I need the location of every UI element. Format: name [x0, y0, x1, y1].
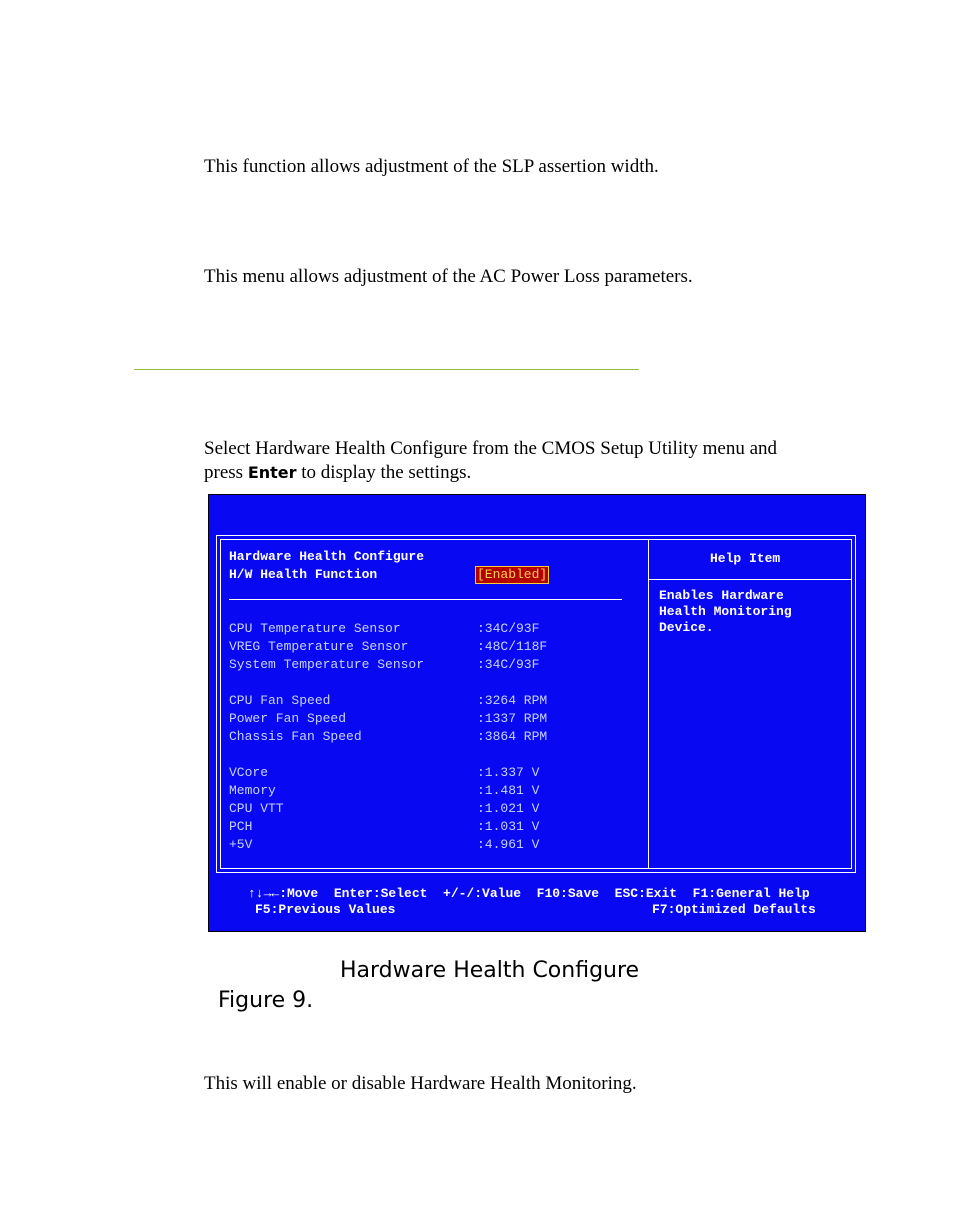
fan-label: Chassis Fan Speed — [229, 729, 362, 744]
select-instruction-prefix: press — [204, 462, 248, 483]
help-text-line: Enables Hardware — [659, 588, 784, 603]
voltage-label: +5V — [229, 837, 253, 852]
sensor-label: System Temperature Sensor — [229, 657, 425, 672]
settings-separator — [229, 599, 622, 600]
fan-label: Power Fan Speed — [229, 711, 347, 726]
figure-caption — [204, 956, 640, 1046]
slp-width-paragraph: This function allows adjustment of the SLP assertion width. — [204, 156, 659, 177]
fan-value: :3264 RPM — [477, 693, 548, 708]
select-instruction-line1: Select Hardware Health Configure from the CMOS Setup Utility menu and — [204, 438, 778, 459]
figure-title: Hardware Health Configure — [340, 958, 640, 983]
ac-power-loss-paragraph: This menu allows adjustment of the AC Power Loss parameters. — [204, 266, 693, 287]
sensor-label: CPU Temperature Sensor — [229, 621, 401, 636]
key-legend-previous-values: F5:Previous Values — [255, 902, 396, 917]
voltage-label: CPU VTT — [229, 801, 284, 816]
key-legend-optimized-defaults: F7:Optimized Defaults — [652, 902, 816, 917]
help-item-title: Help Item — [710, 551, 781, 566]
sensor-value: :34C/93F — [477, 657, 540, 672]
voltage-label: VCore — [229, 765, 269, 780]
voltage-value: :1.031 V — [477, 819, 540, 834]
help-text-line: Device. — [659, 620, 714, 635]
select-instruction-suffix: to display the settings. — [296, 462, 472, 483]
bios-screenshot — [208, 494, 866, 932]
enable-disable-paragraph: This will enable or disable Hardware Health Monitoring. — [204, 1073, 637, 1094]
enter-key-label: Enter — [247, 463, 297, 482]
bios-section-title: Hardware Health Configure — [229, 549, 425, 564]
sensor-value: :34C/93F — [477, 621, 540, 636]
voltage-value: :1.481 V — [477, 783, 540, 798]
help-panel-divider — [648, 539, 649, 869]
voltage-label: Memory — [229, 783, 276, 798]
hw-health-function-label[interactable]: H/W Health Function — [229, 567, 378, 582]
fan-value: :1337 RPM — [477, 711, 548, 726]
figure-number: Figure 9. — [218, 988, 314, 1013]
sensor-label: VREG Temperature Sensor — [229, 639, 409, 654]
sensor-value: :48C/118F — [477, 639, 548, 654]
fan-value: :3864 RPM — [477, 729, 548, 744]
voltage-value: :4.961 V — [477, 837, 540, 852]
select-instruction-paragraph — [204, 437, 777, 485]
voltage-value: :1.337 V — [477, 765, 540, 780]
section-divider — [134, 369, 639, 370]
voltage-label: PCH — [229, 819, 253, 834]
voltage-value: :1.021 V — [477, 801, 540, 816]
key-legend-line1: ↑↓→←:Move Enter:Select +/-/:Value F10:Save ESC:Exit F1:General Help — [248, 886, 810, 901]
fan-label: CPU Fan Speed — [229, 693, 331, 708]
hw-health-function-value[interactable]: [Enabled] — [477, 567, 548, 582]
help-title-divider — [648, 579, 852, 580]
help-text-line: Health Monitoring — [659, 604, 792, 619]
